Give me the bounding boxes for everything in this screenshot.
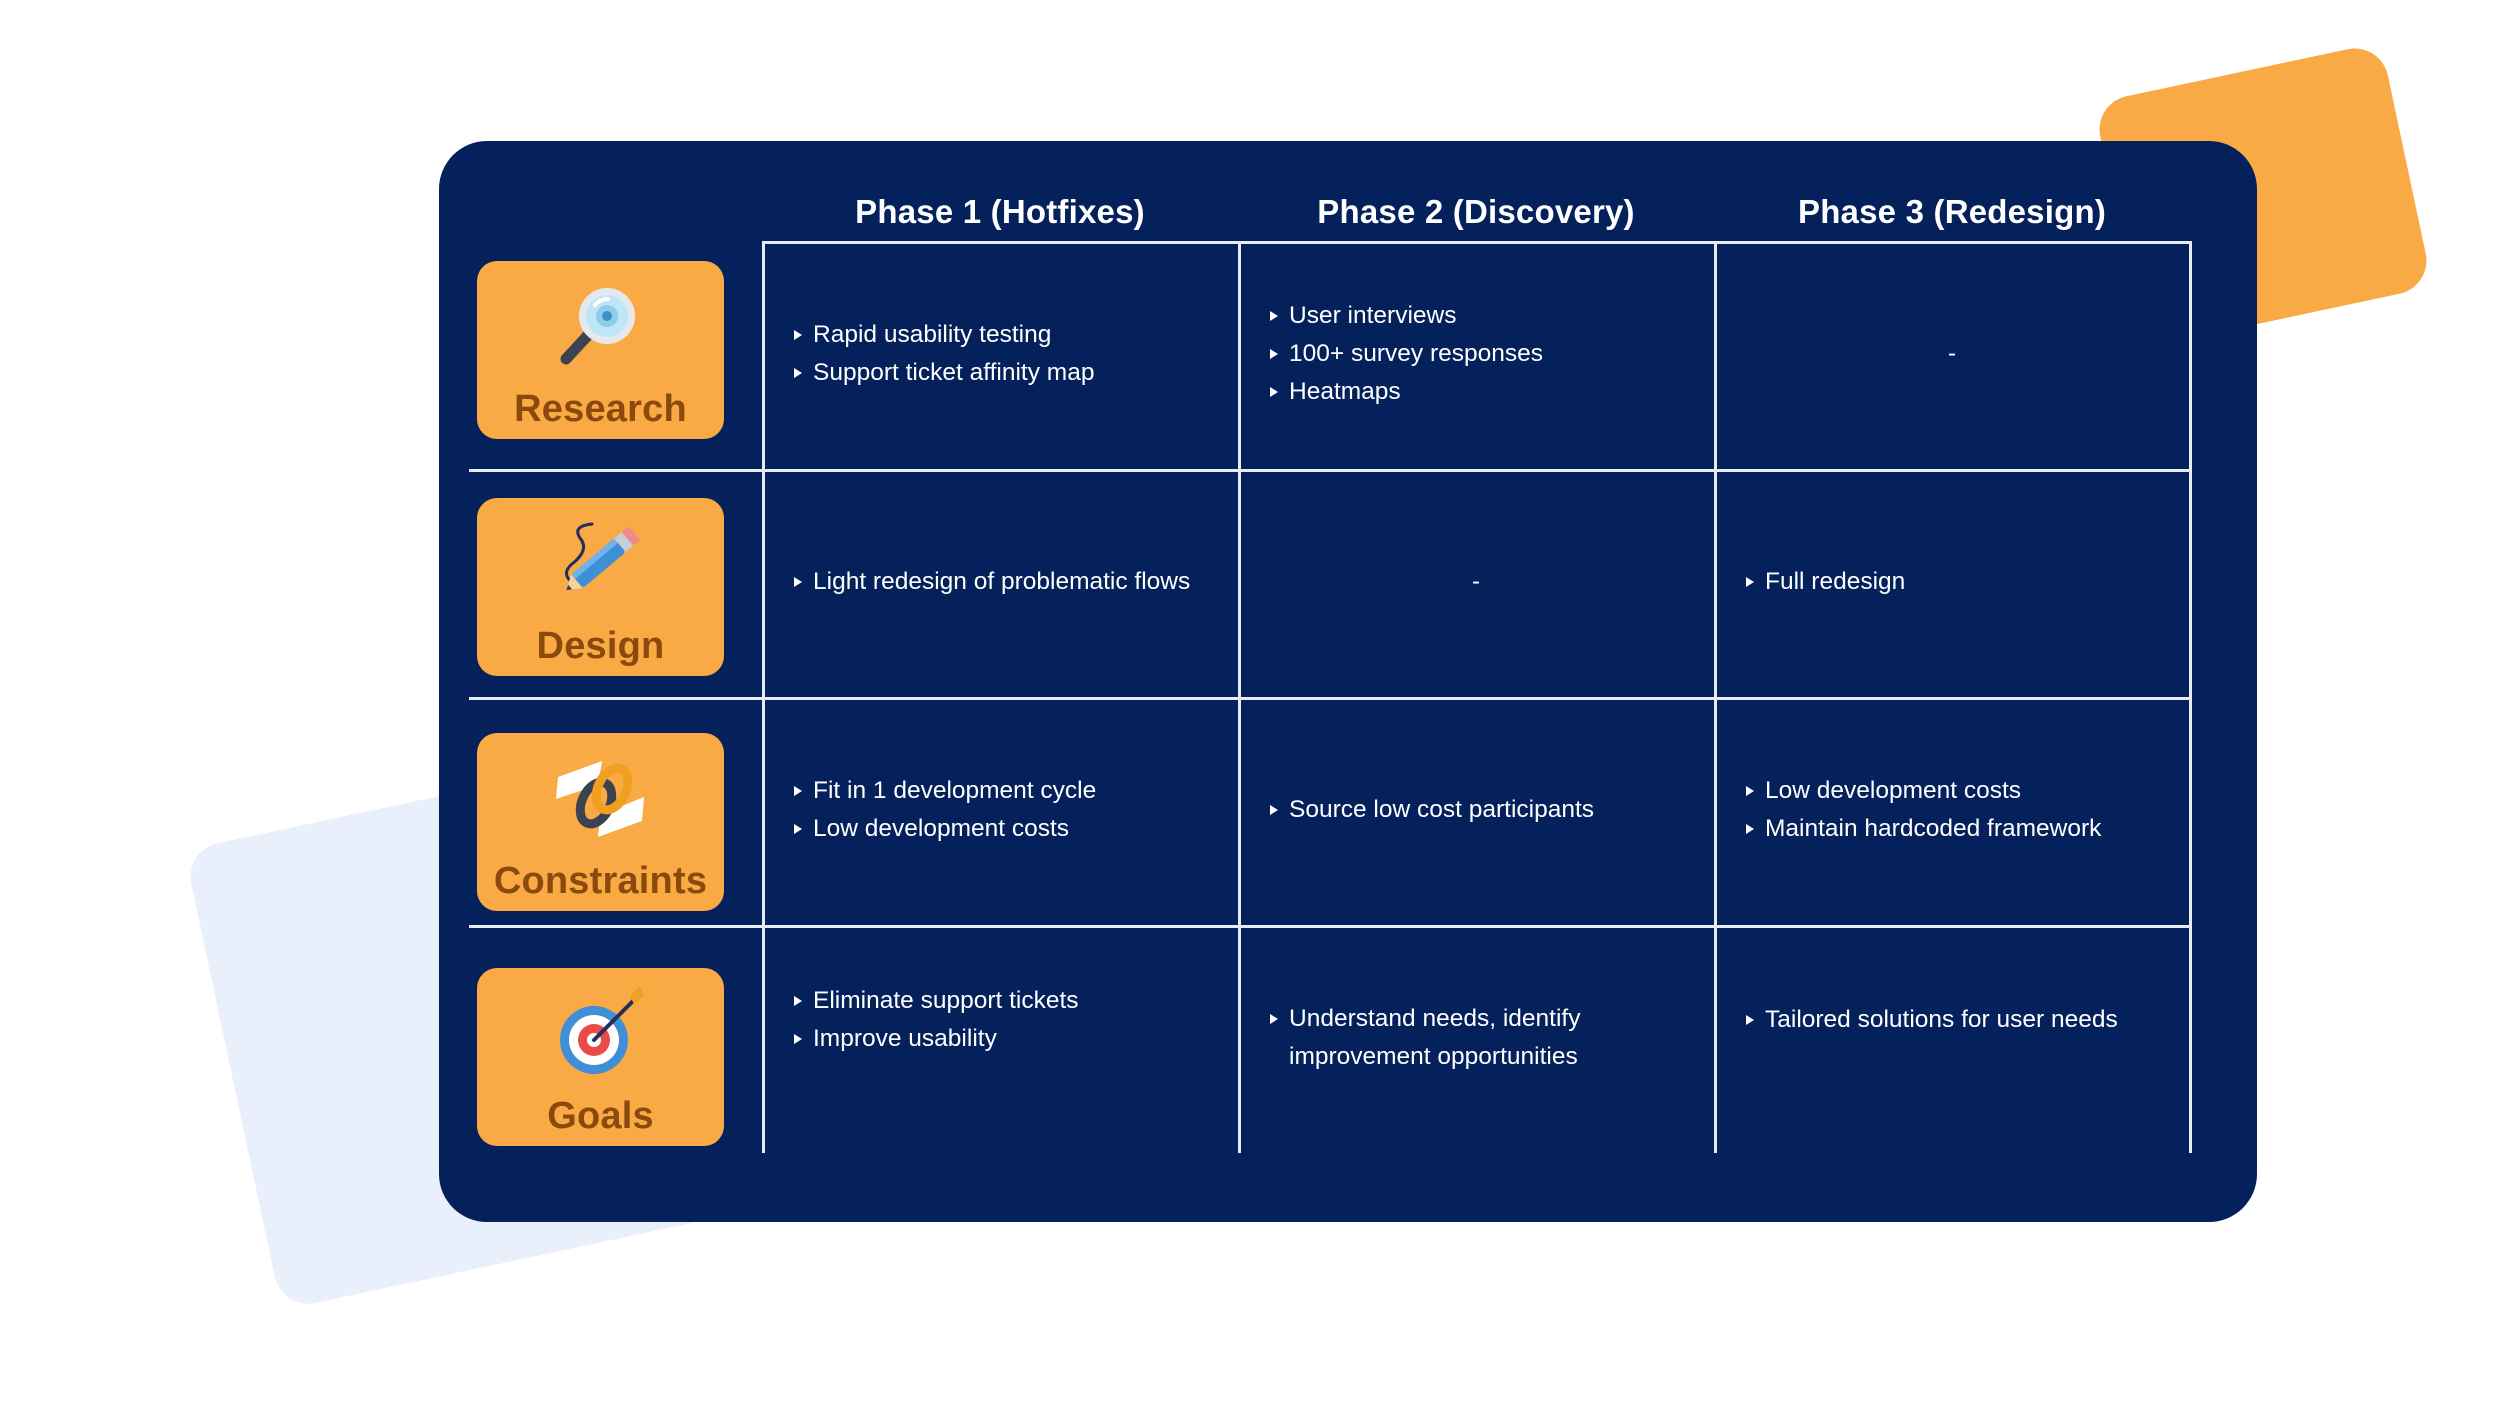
cell-research-phase-1	[762, 241, 1238, 467]
row-label-text: Research	[514, 388, 687, 430]
phase-1-header: Phase 1 (Hotfixes)	[855, 193, 1145, 230]
list-item: 100+ survey responses	[1270, 335, 1696, 373]
list-item: Full redesign	[1746, 563, 2172, 601]
list-item: User interviews	[1270, 297, 1696, 335]
list-item: Understand needs, identify improvement opportunities	[1270, 1000, 1696, 1076]
list-item: Rapid usability testing	[794, 316, 1220, 354]
empty-cell-dash: -	[1948, 340, 1956, 367]
row-label-goals	[477, 968, 724, 1146]
cell-goals-phase-2	[1238, 925, 1714, 1151]
row-label-design	[477, 498, 724, 676]
list-item: Support ticket affinity map	[794, 354, 1220, 392]
list-item: Low development costs	[794, 810, 1220, 848]
list-item: Fit in 1 development cycle	[794, 772, 1220, 810]
list-item: Eliminate support tickets	[794, 982, 1220, 1020]
empty-cell-dash: -	[1472, 568, 1480, 595]
list-item: Low development costs	[1746, 772, 2172, 810]
magnifying-glass-icon	[550, 275, 650, 375]
list-item: Maintain hardcoded framework	[1746, 810, 2172, 848]
list-item: Improve usability	[794, 1020, 1220, 1058]
cell-research-phase-3	[1714, 241, 2190, 467]
phase-3-header: Phase 3 (Redesign)	[1797, 193, 2107, 230]
cell-design-phase-1	[762, 469, 1238, 695]
cell-research-phase-2	[1238, 241, 1714, 467]
list-item: Heatmaps	[1270, 373, 1696, 411]
list-item: Light redesign of problematic flows	[794, 563, 1220, 601]
cell-goals-phase-3	[1714, 925, 2190, 1151]
list-item: Source low cost participants	[1270, 791, 1696, 829]
pencil-icon	[550, 512, 650, 612]
cell-design-phase-2	[1238, 469, 1714, 695]
cell-design-phase-3	[1714, 469, 2190, 695]
phase-2-header: Phase 2 (Discovery)	[1317, 193, 1635, 230]
phase-matrix-card	[439, 141, 2257, 1222]
cell-constraints-phase-1	[762, 697, 1238, 923]
row-label-text: Design	[536, 625, 665, 667]
list-item: Tailored solutions for user needs	[1746, 1001, 2172, 1039]
row-label-research	[477, 261, 724, 439]
row-label-text: Constraints	[493, 860, 708, 902]
row-label-text: Goals	[547, 1095, 654, 1137]
row-label-constraints	[477, 733, 724, 911]
cell-constraints-phase-2	[1238, 697, 1714, 923]
chain-link-icon	[550, 747, 650, 847]
target-icon	[550, 982, 650, 1082]
cell-constraints-phase-3	[1714, 697, 2190, 923]
cell-goals-phase-1	[762, 925, 1238, 1151]
